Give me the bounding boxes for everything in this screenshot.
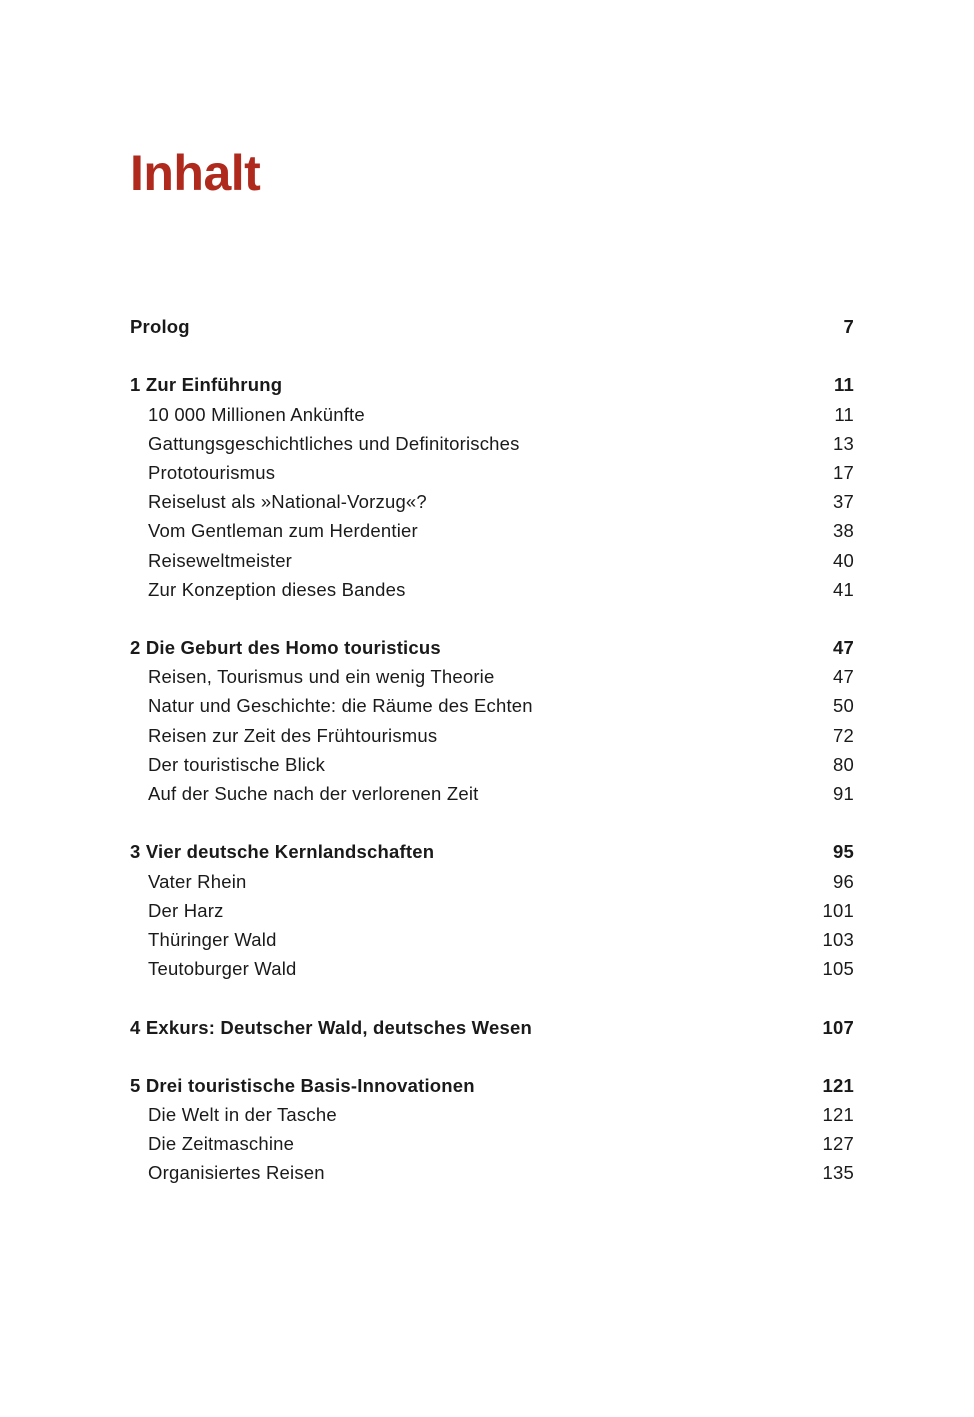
toc-entry-row [130,925,854,954]
toc-entry-title: Teutoburger Wald [148,958,297,980]
toc-entry-title: Die Zeitmaschine [148,1133,295,1155]
toc-entry-row [130,954,854,983]
table-of-contents [130,312,854,1188]
toc-page-number: 47 [833,637,854,659]
toc-entry-row [130,1158,854,1187]
toc-entry-title: Organisiertes Reisen [148,1162,325,1184]
toc-entry-row [130,429,854,458]
toc-chapter-title: Prolog [130,316,190,337]
toc-page-number: 107 [822,1016,854,1038]
toc-entry-row [130,750,854,779]
toc-page-number: 47 [833,666,854,688]
toc-page-number: 38 [833,520,854,542]
toc-page-number: 121 [822,1074,854,1096]
toc-chapter-row [130,1071,854,1100]
toc-page-number: 96 [833,870,854,892]
toc-page-number: 127 [822,1133,854,1155]
toc-entry-row [130,691,854,720]
toc-page-number: 37 [833,491,854,513]
toc-page-number: 103 [822,928,854,950]
toc-entry-row [130,516,854,545]
toc-entry-title: Auf der Suche nach der verlorenen Zeit [148,783,479,804]
toc-page-number: 72 [833,724,854,746]
toc-page-number: 50 [833,695,854,717]
toc-page-number: 105 [822,958,854,980]
toc-entry-row [130,487,854,516]
toc-page-number: 40 [833,549,854,571]
toc-chapter-title: 2 Die Geburt des Homo touristicus [130,637,441,659]
toc-entry-row [130,867,854,896]
toc-chapter-row [130,312,854,341]
toc-page-number: 121 [822,1104,854,1126]
toc-entry-title: Thüringer Wald [148,928,277,950]
toc-entry-row [130,458,854,487]
toc-chapter-row [130,837,854,866]
toc-entry-row [130,1129,854,1158]
toc-chapter-row [130,633,854,662]
toc-entry-row [130,400,854,429]
toc-chapter-row [130,370,854,399]
toc-entry-row [130,575,854,604]
toc-entry-row [130,896,854,925]
toc-page-number: 7 [843,316,854,337]
toc-page-number: 17 [833,461,854,483]
toc-page-number: 101 [822,899,854,921]
toc-page-number: 135 [822,1162,854,1184]
toc-chapter-title: 3 Vier deutsche Kernlandschaften [130,841,435,863]
toc-page-number: 95 [833,841,854,863]
toc-entry-row [130,779,854,808]
toc-entry-row [130,662,854,691]
toc-chapter-row [130,1013,854,1042]
toc-entry-title: Reiselust als »National-Vorzug«? [148,491,427,513]
toc-entry-title: Der Harz [148,899,224,921]
toc-entry-title: Reiseweltmeister [148,549,293,571]
toc-entry-title: Vater Rhein [148,870,247,892]
toc-entry-title: 10 000 Millionen Ankünfte [148,403,365,425]
toc-entry-title: Vom Gentleman zum Herdentier [148,520,418,542]
toc-entry-title: Zur Konzeption dieses Bandes [148,578,406,600]
toc-entry-title: Gattungsgeschichtliches und Definitorisches [148,432,520,454]
toc-entry-row [130,546,854,575]
toc-page-number: 11 [834,403,854,425]
toc-chapter-title: 4 Exkurs: Deutscher Wald, deutsches Wesen [130,1016,532,1038]
toc-entry-title: Der touristische Blick [148,753,326,775]
toc-chapter-title: 1 Zur Einführung [130,374,283,396]
toc-page-number: 13 [833,432,854,454]
toc-entry-row [130,1100,854,1129]
toc-page-number: 91 [833,783,854,804]
toc-page-number: 41 [833,578,854,600]
toc-chapter-title: 5 Drei touristische Basis-Innovationen [130,1074,475,1096]
toc-page-number: 80 [833,753,854,775]
toc-entry-title: Reisen zur Zeit des Frühtourismus [148,724,438,746]
page-title: Inhalt [130,145,261,201]
toc-page-number: 11 [834,374,854,396]
toc-entry-title: Reisen, Tourismus und ein wenig Theorie [148,666,495,688]
toc-entry-title: Prototourismus [148,461,276,483]
toc-entry-title: Die Welt in der Tasche [148,1104,337,1126]
toc-entry-title: Natur und Geschichte: die Räume des Echten [148,695,533,717]
toc-entry-row [130,721,854,750]
